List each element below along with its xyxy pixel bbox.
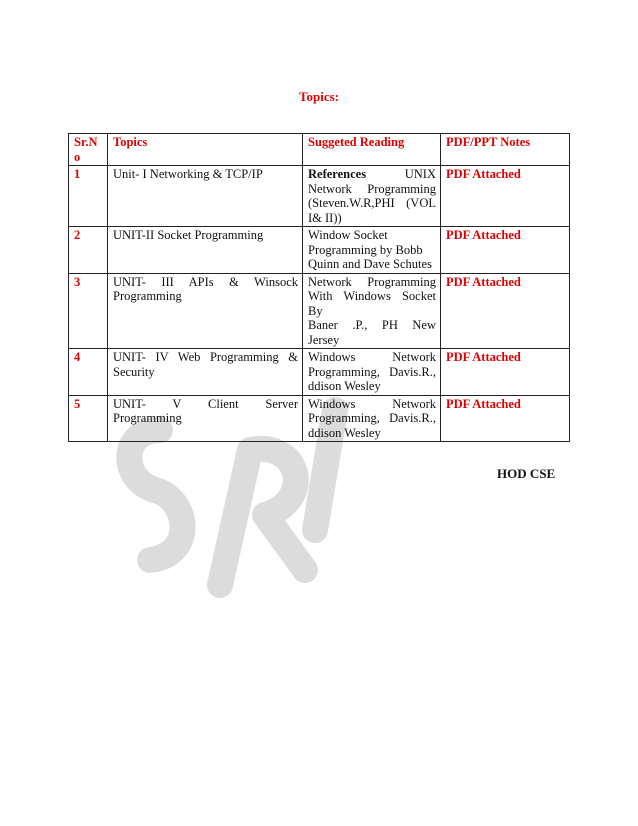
row-notes-link[interactable]: PDF Attached xyxy=(441,395,570,442)
row-sr-no: 3 xyxy=(69,273,108,349)
row-notes-link[interactable]: PDF Attached xyxy=(441,273,570,349)
reading-line: Windows Network xyxy=(308,396,436,411)
topic-line: UNIT- IV Web Programming & xyxy=(113,350,298,364)
table-header-row xyxy=(69,134,570,166)
row-sr-no: 2 xyxy=(69,227,108,274)
row-topic: UNIT-II Socket Programming xyxy=(108,227,303,274)
reading-line: Windows Network xyxy=(308,350,436,364)
row-reading xyxy=(303,349,441,396)
header-notes: PDF/PPT Notes xyxy=(441,134,570,166)
row-notes-link[interactable]: PDF Attached xyxy=(441,166,570,227)
table-row xyxy=(69,227,570,274)
reading-line: Window Socket xyxy=(308,228,388,242)
header-sr-no: Sr.No xyxy=(69,134,108,166)
reading-line: With Windows Socket By xyxy=(308,289,436,318)
row-topic xyxy=(108,395,303,442)
topic-line: Security xyxy=(113,364,155,379)
row-sr-no: 4 xyxy=(69,349,108,396)
row-reading xyxy=(303,395,441,442)
reading-line: Quinn and Dave Schutes xyxy=(308,257,432,271)
header-topics: Topics xyxy=(108,134,303,166)
row-reading xyxy=(303,227,441,274)
reading-line: Network Programming xyxy=(308,274,436,289)
reading-line: Programming, Davis.R., xyxy=(308,364,436,379)
reading-line: Network Programming xyxy=(308,181,436,196)
row-topic xyxy=(108,349,303,396)
row-topic: Unit- I Networking & TCP/IP xyxy=(108,166,303,227)
reading-line: ddison Wesley xyxy=(308,379,381,393)
reading-line: Programming, Davis.R., xyxy=(308,411,436,425)
reading-lead: References xyxy=(308,167,367,181)
reading-line: (Steven.W.R,PHI (VOL xyxy=(308,196,436,210)
table-row xyxy=(69,166,570,227)
row-sr-no: 5 xyxy=(69,395,108,442)
row-reading xyxy=(303,166,441,227)
row-topic xyxy=(108,273,303,349)
reading-line: Programming by Bobb xyxy=(308,242,423,257)
signature-hod: HOD CSE xyxy=(497,466,556,481)
header-suggested-reading: Suggeted Reading xyxy=(303,134,441,166)
page-title: Topics: xyxy=(299,89,339,104)
table-row xyxy=(69,349,570,396)
reading-line: Jersey xyxy=(308,332,340,347)
topic-line: Programming xyxy=(113,289,182,303)
row-reading xyxy=(303,273,441,349)
topics-table xyxy=(68,133,570,442)
row-notes-link[interactable]: PDF Attached xyxy=(441,227,570,274)
row-sr-no: 1 xyxy=(69,166,108,227)
topic-line: UNIT- V Client Server xyxy=(113,396,298,411)
topic-line: Programming xyxy=(113,411,182,425)
reading-line: UNIX xyxy=(404,167,436,181)
reading-line: I& II)) xyxy=(308,210,342,225)
topic-line: UNIT- III APIs & Winsock xyxy=(113,274,298,289)
reading-line: ddison Wesley xyxy=(308,425,381,440)
reading-line: Baner .P., PH New xyxy=(308,318,436,332)
row-notes-link[interactable]: PDF Attached xyxy=(441,349,570,396)
table-row xyxy=(69,395,570,442)
table-row xyxy=(69,273,570,349)
